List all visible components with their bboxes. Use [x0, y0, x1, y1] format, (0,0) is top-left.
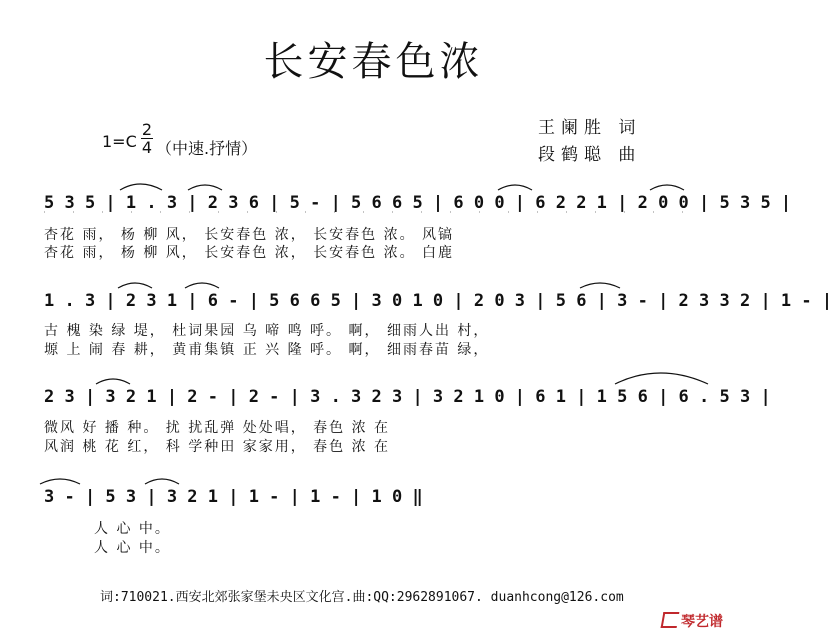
logo-icon: [661, 612, 680, 628]
lyric-row-1-verse-1: 杏花 雨， 杨 柳 风， 长安春色 浓， 长安春色 浓。 风镐: [44, 227, 455, 243]
slur: [120, 184, 162, 190]
notation-row-1: 5 3 5 | 1 . 3 | 2 3 6 | 5 - | 5 6 6 5 | 6 0 0 | 6 2 2 1 | 2 0 0 | 5 3 5 |: [44, 193, 792, 213]
slur: [615, 373, 708, 384]
time-signature-top: 2: [141, 120, 153, 139]
score-title: 长安春色浓: [263, 39, 484, 85]
tempo-marking: （中速.抒情）: [156, 139, 258, 158]
notation-row-4: 3 - | 5 3 | 3 2 1 | 1 - | 1 - | 1 0 ‖: [44, 487, 423, 507]
lyric-row-4-verse-1: 人 心 中。: [94, 521, 171, 537]
slur: [188, 185, 222, 190]
key-signature: 1=C: [102, 132, 137, 151]
lyric-row-1-verse-2: 杏花 雨， 杨 柳 风， 长安春色 浓， 长安春色 浓。 白鹿: [44, 245, 455, 261]
notation-row-3: 2 3 | 3 2 1 | 2 - | 2 - | 3 . 3 2 3 | 3 2 1 0 | 6 1 | 1 5 6 | 6 . 5 3 |: [44, 387, 771, 407]
logo-text: 琴艺谱: [681, 614, 723, 630]
lyric-row-2-verse-1: 古 槐 染 绿 堤， 杜词果园 乌 啼 鸣 呼。 啊， 细雨人出 村，: [44, 323, 490, 339]
slur: [498, 185, 532, 190]
slur: [96, 379, 130, 384]
composer-credit: 段鹤聪 曲: [538, 145, 642, 165]
slur: [40, 479, 80, 484]
lyricist-credit: 王阑胜 词: [538, 118, 642, 138]
slur: [185, 283, 219, 288]
lyric-row-3-verse-1: 微风 好 播 种。 扰 扰乱弹 处处唱， 春色 浓 在: [44, 420, 391, 436]
lyric-row-4-verse-2: 人 心 中。: [94, 540, 171, 556]
lyric-row-2-verse-2: 塬 上 闹 春 耕， 黄甫集镇 正 兴 隆 呼。 啊， 细雨春苗 绿，: [44, 342, 490, 358]
slur: [145, 479, 179, 484]
notation-row-2: 1 . 3 | 2 3 1 | 6 - | 5 6 6 5 | 3 0 1 0 | 2 0 3 | 5 6 | 3 - | 2 3 3 2 | 1 - |: [44, 291, 832, 311]
footer-contact: 词:710021.西安北郊张家堡未央区文化宫.曲:QQ:2962891067. duanhcong@126.com: [100, 590, 624, 605]
slur: [118, 283, 152, 288]
time-signature-bottom: 4: [141, 138, 153, 157]
lyric-row-3-verse-2: 风润 桃 花 红， 科 学种田 家家用， 春色 浓 在: [44, 439, 391, 455]
brand-logo: [662, 611, 723, 631]
slur: [650, 185, 684, 190]
slur: [580, 283, 620, 288]
